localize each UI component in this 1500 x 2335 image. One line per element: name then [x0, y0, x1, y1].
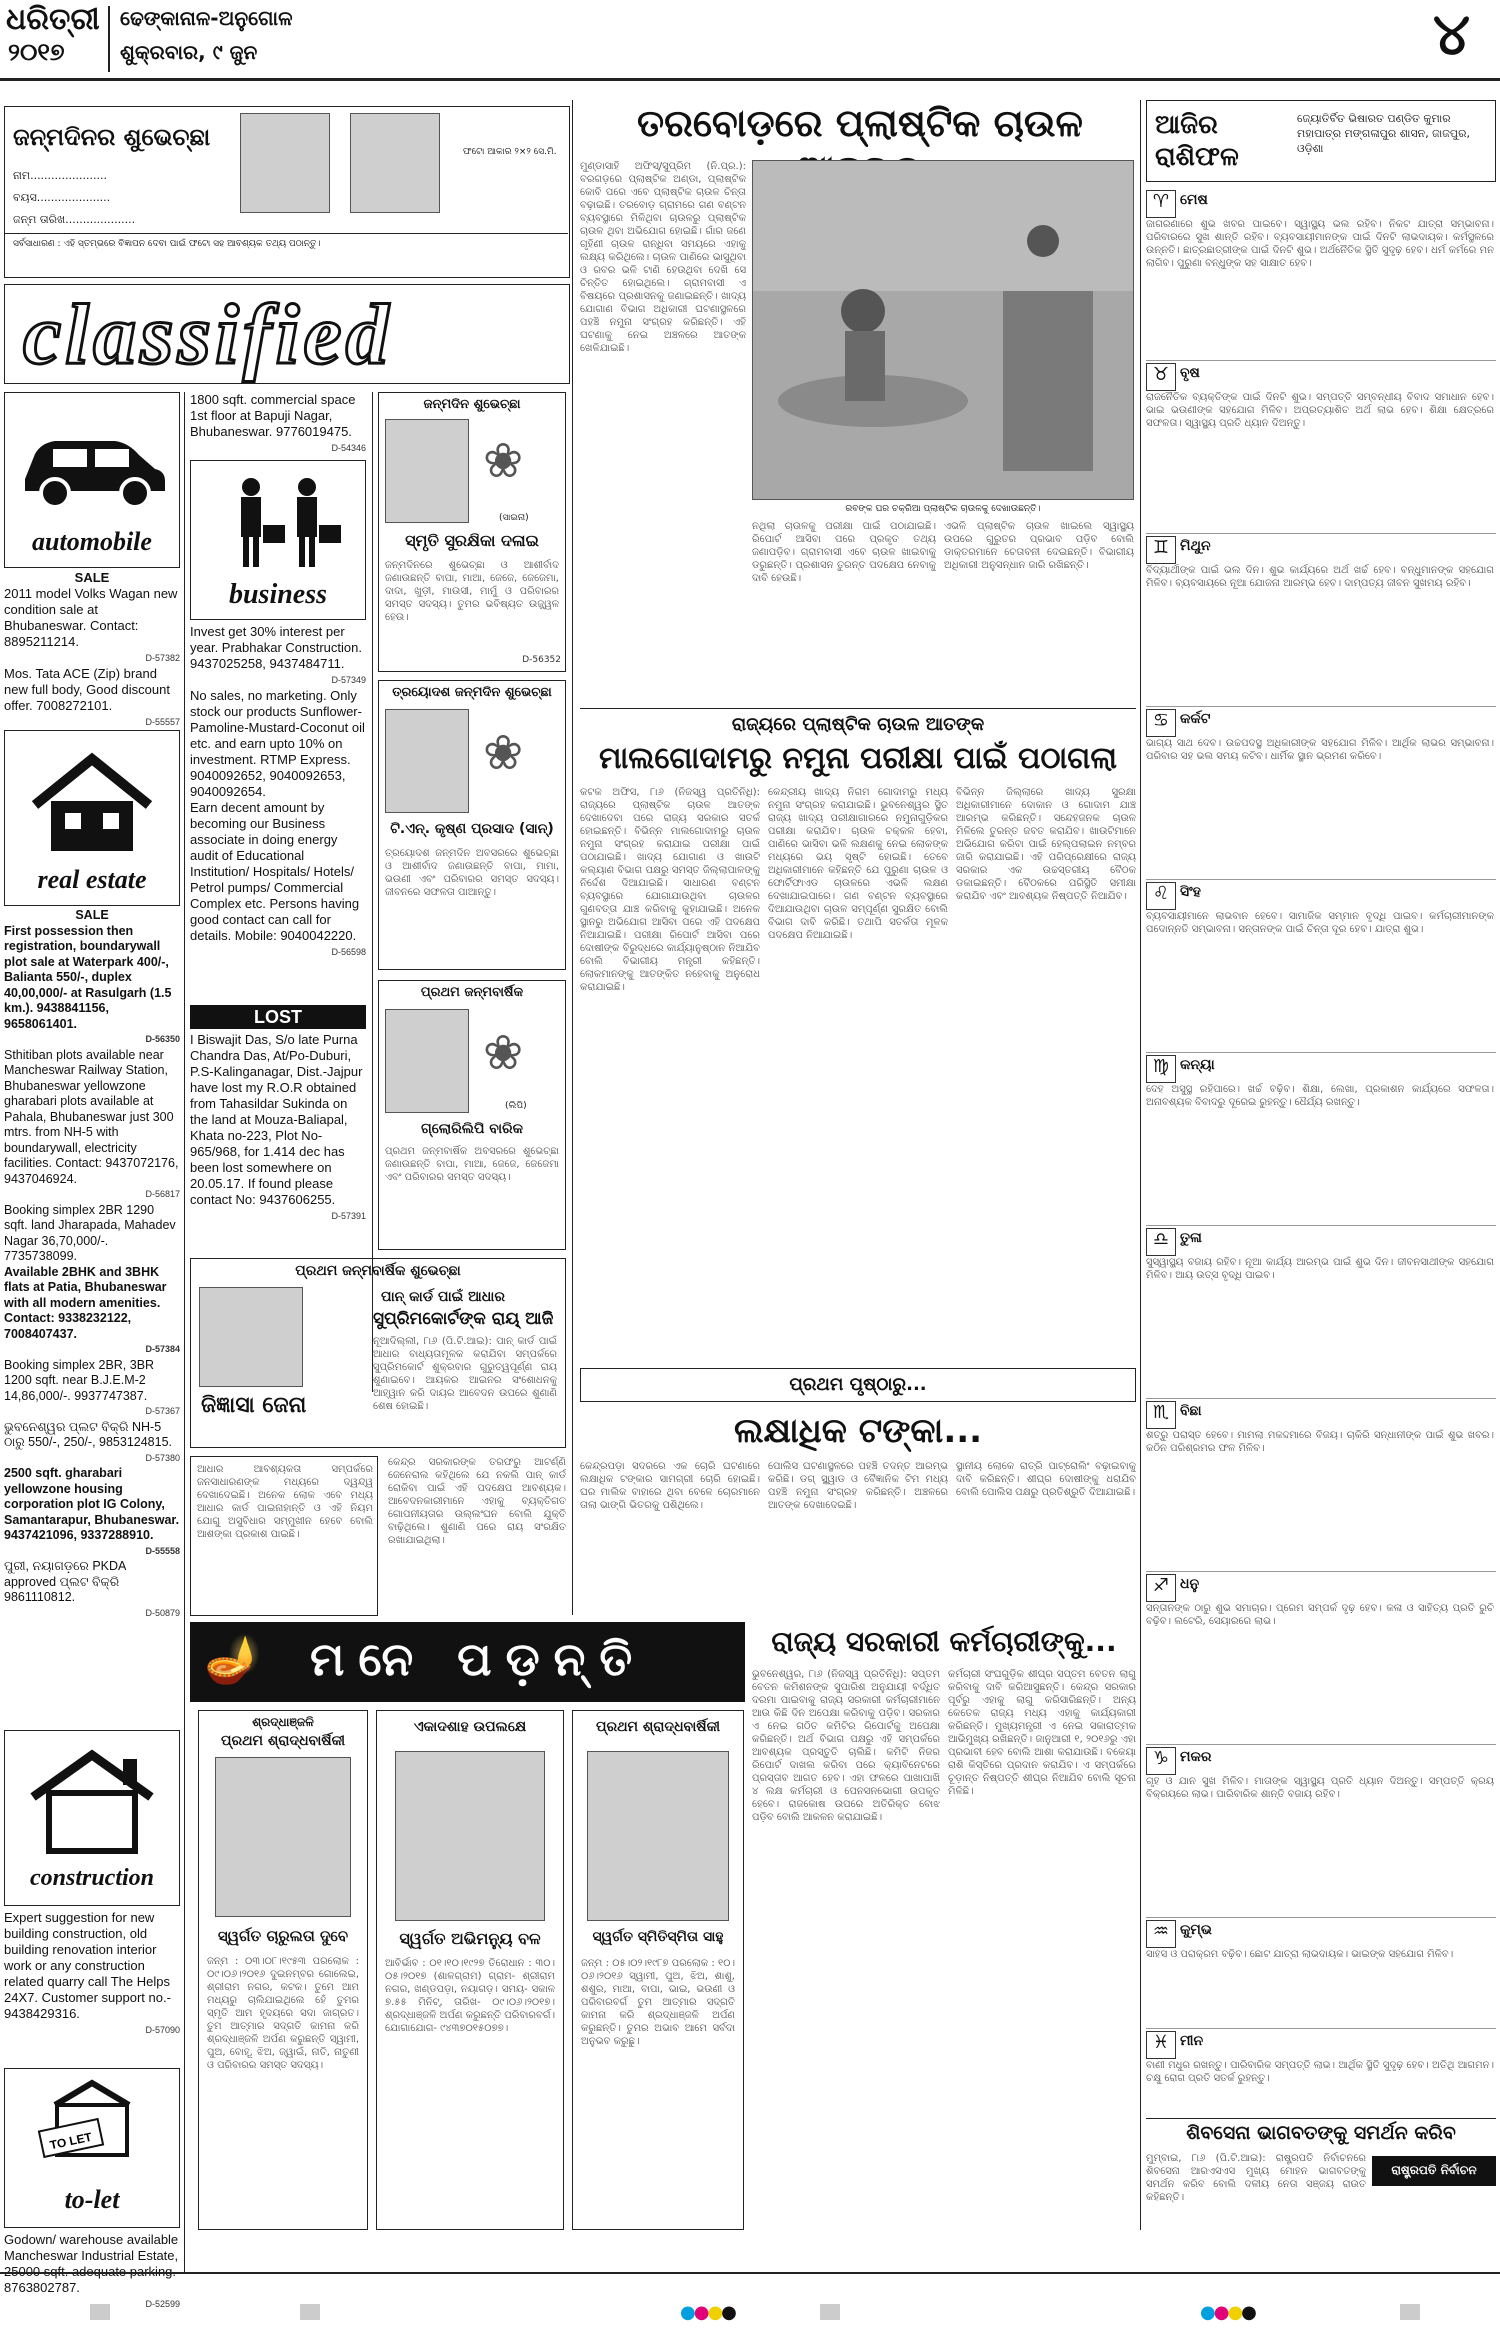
main-photo-caption: ରବଙ୍କ ଘର ଚକ୍ରିଆ ପ୍ଲାଷ୍ଟିକ ଚାଉଳକୁ ଦେଖାଉଛନ୍ତି। [845, 504, 1041, 514]
notice-box-bottom-left: ଆଧାର ଆବଶ୍ୟକତା ସମ୍ପର୍କରେ ଜନସାଧାରଣଙ୍କ ମଧ୍ୟରେ ଦ୍ୱନ୍ଦ୍ୱ ଦେଖାଦେଇଛି। ଅନେକ ଲୋକ ଏବେ ମଧ୍ୟ ଆଧାର କାର୍ଡ ପାଇନାହାନ୍ତି ଓ ଏହି ନିୟମ ଯୋଗୁ ଅସୁବିଧାର ସମ୍ମୁଖୀନ ହେବେ ବୋଲି ଆଶଙ୍କା ପ୍ରକାଶ ପାଇଛି। [190, 1456, 378, 1616]
classified-banner [4, 284, 570, 384]
obituary-card-1: ଶ୍ରଦ୍ଧାଞ୍ଜଳି ପ୍ରଥମ ଶ୍ରାଦ୍ଧବାର୍ଷିକୀ ସ୍ୱର୍ଗତ ଚାରୁଲତା ଦୁବେ ଜନ୍ମ : ୦୩।୦୮।୧୯୫୩ ପରଲୋକ : ୦୯।୦୬।୨୦୧୬ ଦୁଇନମ୍ବର ଗୋଲେଇ, ଶ୍ରୀରାମ ନଗର, କଟକ। ତୁମେ ଆମ ମଧ୍ୟରୁ ଚାଲିଯାଇଥିଲେ ହେଁ ତୁମର ସ୍ମୃତି ଆମ ହୃଦୟରେ ସଦା ଜାଗ୍ରତ। ତୁମ ଆତ୍ମାର ସଦ୍ଗତି କାମନା କରି ଶ୍ରଦ୍ଧାଞ୍ଜଳି ଅର୍ପଣ କରୁଛନ୍ତି ସ୍ୱାମୀ, ପୁଅ, ବୋହୂ, ଝିଅ, ଜ୍ୱାଇଁ, ନାତି, ନାତୁଣୀ ଓ ପରିବାରର ସମସ୍ତ ସଦସ୍ୟ। [198, 1710, 368, 2230]
obituary-1-sub: ପ୍ରଥମ ଶ୍ରାଦ୍ଧବାର୍ଷିକୀ [220, 1733, 346, 1749]
rashi-tula-label: ତୁଳା [1180, 1230, 1202, 1246]
automobile-ad-2: Mos. Tata ACE (Zip) brand new full body, Good discount offer. 7008272101. D-55557 [4, 666, 180, 727]
obituary-1-photo [215, 1757, 351, 1917]
real-estate-ad-4: Available 2BHK and 3BHK flats at Patia, Bhubaneswar with all modern amenities. Contact: 9338232122, 7008407437. D-57384 [4, 1264, 180, 1354]
greeting-2-name: ଟି.ଏନ୍. କୃଷ୍ଣ ପ୍ରସାଦ (ସାନ୍) [390, 821, 554, 837]
rashi-simha: ♌ ସିଂହ ବ୍ୟବସାୟୀମାନେ ଲାଭବାନ ହେବେ। ସାମାଜିକ ସମ୍ମାନ ବୃଦ୍ଧି ପାଇବ। କର୍ମଚାରୀମାନଙ୍କ ପଦୋନ୍ନତି ସମ୍ଭାବନା। ସନ୍ତାନଙ୍କ ପାଇଁ ଚିନ୍ତା ଦୂର ହେବ। ଯାତ୍ରା ଶୁଭ। [1146, 880, 1496, 1053]
child-photo-sample-2 [350, 113, 440, 213]
business-ad-1: Invest get 30% interest per year. Prabhakar Construction. 9437025258, 9437484711. D-57349 [190, 624, 366, 685]
greeting-card-4: ପ୍ରଥମ ଜନ୍ମବାର୍ଷିକ ଶୁଭେଚ୍ଛା ଜିଜ୍ଞାସା ଜେନା ପାନ୍ କାର୍ଡ ପାଇଁ ଆଧାର ସୁପ୍ରିମକୋର୍ଟଙ୍କ ରାୟ୍ ଆଜି ନୂଆଦିଲ୍ଲୀ, ୮ା୬ (ପି.ଟି.ଆଇ): ପାନ୍ କାର୍ଡ ପାଇଁ ଆଧାର ବାଧ୍ୟତାମୂଳକ କରାଯିବା ସମ୍ପର୍କରେ ସୁପ୍ରିମକୋର୍ଟ ଶୁକ୍ରବାର ଗୁରୁତ୍ୱପୂର୍ଣ୍ଣ ରାୟ ଶୁଣାଇବେ। ଆୟକର ଆଇନର ସଂଶୋଧନକୁ ଆହ୍ୱାନ କରି ଦାୟର ଆବେଦନ ଉପରେ ଶୁଣାଣି ଶେଷ ହୋଇଛି। [190, 1258, 566, 1448]
rashi-kumbha: ♒ କୁମ୍ଭ ସାହସ ଓ ପରାକ୍ରମ ବଢ଼ିବ। ଛୋଟ ଯାତ୍ରା ଲାଭଦାୟକ। ଭାଇଙ୍କ ସହଯୋଗ ମିଳିବ। [1146, 1918, 1496, 2029]
second-article-col-1: କଟକ ଅଫିସ, ୮ା୬ (ନିଜସ୍ୱ ପ୍ରତିନିଧି): ରାଜ୍ୟରେ ପ୍ଲାଷ୍ଟିକ ଚାଉଳ ଆତଙ୍କ ଦେଖାଦେବା ପରେ ରାଜ୍ୟ ସରକାର ସତର୍କ ହୋଇଛନ୍ତି। ବିଭିନ୍ନ ମାଲଗୋଦାମରୁ ଚାଉଳ ନମୁନା ସଂଗ୍ରହ କରାଯାଇ ପରୀକ୍ଷା ପାଇଁ ପଠାଯାଇଛି। ଖାଦ୍ୟ ଯୋଗାଣ ଓ ଖାଉଟି କଲ୍ୟାଣ ବିଭାଗ ପକ୍ଷରୁ ସମସ୍ତ ଜିଲ୍ଲାପାଳଙ୍କୁ ନିର୍ଦ୍ଦେଶ ଦିଆଯାଇଛି। ସାଧାରଣ ବଣ୍ଟନ ବ୍ୟବସ୍ଥାରେ ଯୋଗାଯାଉଥିବା ଚାଉଳର ଗୁଣବତ୍ତା ଯାଞ୍ଚ କରିବାକୁ କୁହାଯାଇଛି। ଅନେକ ସ୍ଥାନରୁ ଅଭିଯୋଗ ଆସିବା ପରେ ଏହି ପଦକ୍ଷେପ ନିଆଯାଇଛି। ପରୀକ୍ଷା ରିପୋର୍ଟ ଆସିବା ପରେ ଦୋଷୀଙ୍କ ବିରୁଦ୍ଧରେ କାର୍ଯ୍ୟାନୁଷ୍ଠାନ ନିଆଯିବ ବୋଲି ବିଭାଗୀୟ ମନ୍ତ୍ରୀ କହିଛନ୍ତି। ଲୋକମାନଙ୍କୁ ଆତଙ୍କିତ ନହେବାକୁ ଅନୁରୋଧ କରାଯାଇଛି। [580, 787, 760, 993]
obituary-2-header: ଏକାଦଶାହ ଉପଲକ୍ଷେ [413, 1719, 527, 1735]
third-article-col-1: କେନ୍ଦ୍ରପଡ଼ା ସଦରରେ ଏକ ଚୋରି ଘଟଣାରେ ଲକ୍ଷାଧିକ ଟଙ୍କାର ସାମଗ୍ରୀ ଚୋରି ହୋଇଛି। ଘର ମାଲିକ ବାହାରେ ଥିବା ବେଳେ ଚୋରମାନେ ତାଲା ଭାଙ୍ଗି ଭିତରକୁ ପଶିଥିଲେ। [580, 1461, 760, 1511]
rashi-brusha: ♉ ବୃଷ ରାଜନୈତିକ ବ୍ୟକ୍ତିଙ୍କ ପାଇଁ ଦିନଟି ଶୁଭ। ସମ୍ପତ୍ତି ସମ୍ବନ୍ଧୀୟ ବିବାଦ ସମାଧାନ ହେବ। ଭାଇ ଭଉଣୀଙ୍କ ସହଯୋଗ ମିଳିବ। ଅପ୍ରତ୍ୟାଶିତ ଅର୍ଥ ଲାଭ ହେବ। ଶିକ୍ଷା କ୍ଷେତ୍ରରେ ସଫଳତା। ସ୍ୱାସ୍ଥ୍ୟ ପ୍ରତି ଧ୍ୟାନ ଦିଅନ୍ତୁ। [1146, 361, 1496, 534]
rashi-kumbha-label: କୁମ୍ଭ [1180, 1922, 1212, 1938]
flower-icon: ❀ [483, 1025, 524, 1081]
president-election-tag [1372, 2156, 1496, 2186]
flower-icon: ❀ [483, 433, 524, 489]
fourth-article-col-1: ଭୁବନେଶ୍ୱର, ୮ା୬ (ନିଜସ୍ୱ ପ୍ରତିନିଧି): ସପ୍ତମ ବେତନ କମିଶନଙ୍କ ସୁପାରିଶ ଅନୁଯାୟୀ ବର୍ଦ୍ଧିତ ଦରମା ପାଇବାକୁ ରାଜ୍ୟ ସରକାରୀ କର୍ମଚାରୀମାନେ ଆଉ କିଛି ଦିନ ଅପେକ୍ଷା କରିବାକୁ ପଡ଼ିବ। ସରକାର ଏ ନେଇ ଗଠିତ କମିଟିର ରିପୋର୍ଟକୁ ଅପେକ୍ଷା କରିଛନ୍ତି। ଅର୍ଥ ବିଭାଗ ପକ୍ଷରୁ ଏହି ସମ୍ପର୍କରେ ଆବଶ୍ୟକ ପ୍ରସ୍ତୁତି ଚାଲିଛି। କମିଟି ନିଜର ରିପୋର୍ଟ ଦାଖଲ କରିବା ପରେ କ୍ୟାବିନେଟରେ ପ୍ରସ୍ତାବ ଆଗତ ହେବ। ଏହା ଫଳରେ ପାଖାପାଖି ୪ ଲକ୍ଷ କର୍ମଚାରୀ ଓ ପେନସନଭୋଗୀ ଉପକୃତ ହେବେ। ରାଜକୋଷ ଉପରେ ଅତିରିକ୍ତ ବୋଝ ପଡ଼ିବ ବୋଲି ଆକଳନ କରାଯାଇଛି। [752, 1669, 940, 1823]
pan-notice-title: ପାନ୍ କାର୍ଡ ପାଇଁ ଆଧାର [381, 1289, 505, 1305]
to-let-sign-text: TO LET [48, 2129, 94, 2153]
rashi-dhanu-label: ଧନୁ [1180, 1576, 1200, 1592]
main-headline: ତରବୋଡ଼ରେ ପ୍ଲାଷ୍ଟିକ ଚାଉଳ [637, 101, 1083, 145]
obituary-3-name: ସ୍ୱର୍ଗତ ସ୍ମିତିସ୍ମିତା ସାହୁ [592, 1929, 724, 1945]
second-article-col-2: କେନ୍ଦ୍ରୀୟ ଖାଦ୍ୟ ନିଗମ ଗୋଦାମରୁ ମଧ୍ୟ ନମୁନା ସଂଗ୍ରହ କରାଯାଇଛି। ଭୁବନେଶ୍ୱର ସ୍ଥିତ ରାଜ୍ୟ ଖାଦ୍ୟ ପରୀକ୍ଷାଗାରରେ ନମୁନାଗୁଡ଼ିକର ପରୀକ୍ଷା କରାଯିବ। ଚାଉଳ ଚକ୍କଳ ହେବା, ପାଣିରେ ଭାସିବା ଭଳି ଲକ୍ଷଣକୁ ନେଇ ଲୋକଙ୍କ ମଧ୍ୟରେ ଭୟ ସୃଷ୍ଟି ହୋଇଛି। ତେବେ ଅଧିକାରୀମାନେ କହିଛନ୍ତି ଯେ ପୁରୁଣା ଚାଉଳ ଓ ଫୋର୍ଟିଫାଏଡ ଚାଉଳରେ ଏଭଳି ଲକ୍ଷଣ ଦେଖାଯାଇପାରେ। ଗଣ ବଣ୍ଟନ ବ୍ୟବସ୍ଥାରେ ଦିଆଯାଉଥିବା ଚାଉଳ ସମ୍ପୂର୍ଣ୍ଣ ସୁରକ୍ଷିତ ବୋଲି ବିଭାଗ ଦାବି କରିଛି। ତଥାପି ସତର୍କତା ମୂଳକ ପଦକ୍ଷେପ ନିଆଯାଇଛି। [768, 787, 948, 941]
ram-icon: ♈ [1146, 190, 1176, 218]
real-estate-ad-6: ଭୁବନେଶ୍ୱର ପ୍ଲଟ ବିକ୍ରି NH-5 ଠାରୁ 550/-, 250/-, 9853124815. D-57380 [4, 1419, 180, 1463]
greeting-1-nickname: (ସାଇନା) [499, 513, 529, 523]
construction-icon [5, 1735, 179, 1865]
construction-label: construction [29, 1865, 155, 1891]
real-estate-section [4, 730, 180, 906]
business-ad-2: No sales, no marketing. Only stock our products Sunflower-Pamoline-Mustard-Coconut oil etc. and earn upto 10% on investment. RTMP Express. 9040092652, 9040092653, 9040092654. [190, 688, 365, 799]
obituary-1-name: ସ୍ୱର୍ଗତ ଚାରୁଲତା ଦୁବେ [217, 1927, 349, 1945]
real-estate-label: real estate [37, 865, 147, 894]
main-article-col-2: ନଥିଲା ଚାଉଳକୁ ପରୀକ୍ଷା ପାଇଁ ପଠାଯାଇଛି। ରିପୋର୍ଟ ଆସିବା ପରେ ପ୍ରକୃତ ତଥ୍ୟ ଜଣାପଡ଼ିବ। ଗ୍ରାମବାସୀ ଏବେ ଚାଉଳ ଖାଇବାକୁ ଡରୁଛନ୍ତି। ପ୍ରଶାସନ ତୁରନ୍ତ ପଦକ୍ଷେପ ନେବାକୁ ଦାବି ହେଉଛି। [752, 521, 936, 584]
greeting-4-title: ପ୍ରଥମ ଜନ୍ମବାର୍ଷିକ ଶୁଭେଚ୍ଛା [295, 1263, 461, 1279]
obituary-card-3: ପ୍ରଥମ ଶ୍ରାଦ୍ଧବାର୍ଷିକୀ ସ୍ୱର୍ଗତ ସ୍ମିତିସ୍ମିତା ସାହୁ ଜନ୍ମ : ୦୫।୦୨।୧୯୮୭ ପରଲୋକ : ୧୦।୦୬।୨୦୧୬ ସ୍ୱାମୀ, ପୁଅ, ଝିଅ, ଶାଶୁ, ଶଶୁର, ମାଆ, ବାପା, ଭାଇ, ଭଉଣୀ ଓ ପରିବାରବର୍ଗ ତୁମ ଆତ୍ମାର ସଦ୍ଗତି କାମନା କରି ଶ୍ରଦ୍ଧାଞ୍ଜଳି ଅର୍ପଣ କରୁଛନ୍ତି। ତୁମର ଅଭାବ ଆମେ ସର୍ବଦା ଅନୁଭବ କରୁଛୁ। [572, 1710, 744, 2230]
cmyk-dots-1: ●●●● [680, 2302, 735, 2323]
masthead-logo: ଧରିତ୍ରୀ [6, 3, 100, 36]
lost-heading: LOST [190, 1005, 366, 1029]
rashi-bichha: ♏ ବିଛା ଶତ୍ରୁ ପରାସ୍ତ ହେବେ। ମାମଲା ମକଦ୍ଦମାରେ ବିଜୟ। ଚାକିରି ସନ୍ଧାନୀଙ୍କ ପାଇଁ ଶୁଭ ଖବର। କଠିନ ପରିଶ୍ରମର ଫଳ ମିଳିବ। [1146, 1399, 1496, 1572]
birthday-field-age: ବୟସ..................... [13, 191, 111, 204]
obituary-1-header: ଶ୍ରଦ୍ଧାଞ୍ଜଳି [252, 1715, 314, 1729]
rashi-mesha: ♈ ମେଷ ଜାଗରଣାରେ ଶୁଭ ଖବର ପାଇବେ। ସ୍ୱାସ୍ଥ୍ୟ ଭଲ ରହିବ। ନିକଟ ଯାତ୍ରା ସମ୍ଭାବନା। ପରିବାରରେ ସୁଖ ଶାନ୍ତି ରହିବ। ବ୍ୟବସାୟୀମାନଙ୍କ ପାଇଁ ଦିନଟି ଲାଭଦାୟକ। କର୍ମସ୍ଥଳରେ ଉନ୍ନତି। ଛାତ୍ରଛାତ୍ରୀଙ୍କ ପାଇଁ ଦିନଟି ଶୁଭ। ଅର୍ଥନୈତିକ ସ୍ଥିତି ସୁଦୃଢ଼ ହେବ। ଧର୍ମ କର୍ମରେ ମନ ଲାଗିବ। ପୁରୁଣା ବନ୍ଧୁଙ୍କ ସହ ସାକ୍ଷାତ ହେବ। [1146, 188, 1496, 361]
water-bearer-icon: ♒ [1146, 1920, 1176, 1948]
rashiphala-list [1146, 188, 1496, 2179]
real-estate-ads [4, 908, 180, 1621]
business-people-icon [191, 469, 365, 579]
main-article-col-3: ଏଭଳି ପ୍ଲାଷ୍ଟିକ ଚାଉଳ ଖାଇଲେ ସ୍ୱାସ୍ଥ୍ୟ ଉପରେ ଗୁରୁତର ପ୍ରଭାବ ପଡ଼ିବ ବୋଲି ଡାକ୍ତରମାନେ ଚେତାବନୀ ଦେଇଛନ୍ତି। ବିଭାଗୀୟ ଅଧିକାରୀ ଅନୁସନ୍ଧାନ ଜାରି ରଖିଛନ୍ତି। [944, 521, 1134, 571]
greeting-1-name: ସ୍ମୃତି ସୁରକ୍ଷିକା ଦଳାଇ [405, 531, 539, 550]
automobile-heading: SALE [74, 570, 110, 585]
president-election-tag-text: ରାଷ୍ଟ୍ରପତି ନିର୍ବାଚନ [1391, 2163, 1477, 2177]
greeting-3-nickname: (ଲିପି) [505, 1101, 527, 1111]
real-estate-ad-2: Sthitiban plots available near Mancheswar Railway Station, Bhubaneswar yellowzone gharabari plots available at Pahala, Bhubaneswar just 300 mtrs. from NH-5 with boundarywall, electricity facilities. Contact: 9437072176, 9437046924. D-56817 [4, 1047, 180, 1199]
rashi-dhanu: ♐ ଧନୁ ସନ୍ତାନଙ୍କ ଠାରୁ ଶୁଭ ସମାଚାର। ପ୍ରେମ ସମ୍ପର୍କ ଦୃଢ଼ ହେବ। କଳା ଓ ସାହିତ୍ୟ ପ୍ରତି ରୁଚି ବଢ଼ିବ। ଲଟେରି, ସେୟାରରେ ଲାଭ। [1146, 1572, 1496, 1745]
rashi-mesha-label: ମେଷ [1180, 192, 1208, 208]
archer-icon: ♐ [1146, 1574, 1176, 1602]
greeting-1-code: D-56352 [522, 655, 561, 665]
rashi-mithuna-label: ମିଥୁନ [1180, 538, 1211, 554]
registration-marks [0, 2300, 1500, 2330]
to-let-label: to-let [64, 2185, 120, 2214]
masthead-edition: ଢେଙ୍କାନାଳ-ଅନୁଗୋଳ [120, 6, 293, 30]
third-article-col-2: ପୋଲିସ ଘଟଣାସ୍ଥଳରେ ପହଞ୍ଚି ତଦନ୍ତ ଆରମ୍ଭ କରିଛି। ଡଗ୍ ସ୍କ୍ୱାଡ ଓ ବୈଜ୍ଞାନିକ ଟିମ ମଧ୍ୟ ପହଞ୍ଚି ନମୁନା ସଂଗ୍ରହ କରିଛନ୍ତି। ଅଞ୍ଚଳରେ ଆତଙ୍କ ଦେଖାଦେଇଛି। [768, 1461, 948, 1511]
business-section [190, 460, 366, 620]
business-label: business [228, 579, 328, 610]
rashi-kanya-label: କନ୍ୟା [1180, 1057, 1215, 1073]
automobile-ads [4, 570, 180, 730]
third-article-col-3: ସ୍ଥାନୀୟ ଲୋକେ ରାତ୍ରି ପାଟ୍ରୋଲିଂ ବଢ଼ାଇବାକୁ ଦାବି କରିଛନ୍ତି। ଶୀଘ୍ର ଦୋଷୀଙ୍କୁ ଧରାଯିବ ବୋଲି ପୋଲିସ ପକ୍ଷରୁ ପ୍ରତିଶ୍ରୁତି ଦିଆଯାଇଛି। [956, 1461, 1136, 1498]
real-estate-ad-3: Booking simplex 2BR 1290 sqft. land Jharapada, Mahadev Nagar 36,70,000/-. 7735738099. [4, 1202, 176, 1263]
greeting-1-title: ଜନ୍ମଦିନ ଶୁଭେଚ୍ଛା [423, 397, 521, 412]
rashi-karkata: ♋ କର୍କଟ ଭାଗ୍ୟ ସାଥ ଦେବ। ଉଚ୍ଚପଦସ୍ଥ ଅଧିକାରୀଙ୍କ ସହଯୋଗ ମିଳିବ। ଆର୍ଥିକ ଲାଭର ସମ୍ଭାବନା। ପରିବାର ସହ ଭଲ ସମୟ କଟିବ। ଧାର୍ମିକ ସ୍ଥାନ ଭ୍ରମଣ କରିବେ। [1146, 707, 1496, 880]
rashi-meena-label: ମୀନ [1180, 2033, 1204, 2049]
rashiphala-header [1146, 100, 1496, 182]
continued-label-box [580, 1368, 1136, 1402]
rashi-tula: ♎ ତୁଳା ସୁସ୍ୱାସ୍ଥ୍ୟ ବଜାୟ ରହିବ। ନୂଆ କାର୍ଯ୍ୟ ଆରମ୍ଭ ପାଇଁ ଶୁଭ ଦିନ। ଜୀବନସାଥୀଙ୍କ ସହଯୋଗ ମିଳିବ। ଆୟ ଉତ୍ସ ବୃଦ୍ଧି ପାଇବ। [1146, 1226, 1496, 1399]
automobile-section [4, 392, 180, 568]
birthday-note-line: ସର୍ବସାଧାରଣ : ଏହି ସ୍ତମ୍ଭରେ ବିଜ୍ଞାପନ ଦେବା ପାଇଁ ଫଟୋ ସହ ଆବଶ୍ୟକ ତଥ୍ୟ ପଠାନ୍ତୁ। [13, 239, 321, 249]
rashi-brusha-label: ବୃଷ [1180, 365, 1200, 381]
obituary-3-photo [587, 1751, 729, 1921]
shivsena-article: ମୁମ୍ବାଇ, ୮ା୬ (ପି.ଟି.ଆଇ): ରାଷ୍ଟ୍ରପତି ନିର୍ବାଚନରେ ଶିବସେନା ଆରଏସଏସ ମୁଖ୍ୟ ମୋହନ ଭାଗବତଙ୍କୁ ସମର୍ଥନ କରିବ ବୋଲି ଦଳୀୟ ନେତା ସଞ୍ଜୟ ରାଉତ କହିଛନ୍ତି। [1146, 2153, 1366, 2203]
second-kicker: ରାଜ୍ୟରେ ପ୍ଲାଷ୍ଟିକ ଚାଉଳ ଆତଙ୍କ [731, 714, 985, 735]
business-ad-3: Earn decent amount by becoming our Business associate in doing energy audit of Educational Institution/ Hospitals/ Hotels/ Petrol pumps/ Commercial Complex etc. Persons having good contact can call for details. Mobile: 9040042220. D-56598 [190, 800, 366, 957]
construction-ads [4, 1910, 180, 2038]
main-article-photo [752, 160, 1134, 500]
crab-icon: ♋ [1146, 709, 1176, 737]
construction-section [4, 1730, 180, 1906]
greeting-1-photo [385, 419, 469, 523]
cmyk-dots-2: ●●●● [1200, 2302, 1255, 2323]
greeting-3-name: ଗ୍ଲୋରିଲିପି ବାରିକ [420, 1121, 524, 1137]
greeting-4-photo [199, 1287, 303, 1387]
goat-icon: ♑ [1146, 1747, 1176, 1775]
rashiphala-title: ଆଜିର ରାଶିଫଳ [1155, 110, 1239, 172]
greeting-2-photo [385, 709, 469, 813]
to-let-ad-1: Godown/ warehouse available Mancheswar Industrial Estate, 8763802787. D-52599 [4, 2232, 180, 2309]
fourth-article-col-2: କର୍ମଚାରୀ ସଂଘଗୁଡ଼ିକ ଶୀଘ୍ର ସପ୍ତମ ବେତନ ଲାଗୁ କରିବାକୁ ଦାବି କରିଆସୁଛନ୍ତି। କେନ୍ଦ୍ର ସରକାର ପୂର୍ବରୁ ଏହାକୁ ଲାଗୁ କରିସାରିଛନ୍ତି। ଅନ୍ୟ କେତେକ ରାଜ୍ୟ ମଧ୍ୟ ଏହାକୁ କାର୍ଯ୍ୟକାରୀ କରିଛନ୍ତି। ମୁଖ୍ୟମନ୍ତ୍ରୀ ଏ ନେଇ ସକାରାତ୍ମକ ଆଭିମୁଖ୍ୟ ରଖିଛନ୍ତି। ଜାନୁଆରୀ ୧, ୨୦୧୬ରୁ ଏହା ପ୍ରଭାବୀ ହେବ ବୋଲି ଆଶା କରାଯାଉଛି। ବକେୟା ରାଶି କିସ୍ତିରେ ପ୍ରଦାନ କରାଯିବ। ଏ ସମ୍ପର୍କରେ ଚୂଡ଼ାନ୍ତ ନିଷ୍ପତ୍ତି ଶୀଘ୍ର ନିଆଯିବ ବୋଲି ସୂଚନା ମିଳିଛି। [948, 1669, 1136, 1797]
rashi-meena: ♓ ମୀନ ବାଣୀ ମଧୁର ରଖନ୍ତୁ। ପାରିବାରିକ ସମ୍ପତ୍ତି ଲାଭ। ଆର୍ଥିକ ସ୍ଥିତି ସୁଦୃଢ଼ ହେବ। ଅତିଥି ଆଗମନ। ଚକ୍ଷୁ ରୋଗ ପ୍ରତି ସତର୍କ ରୁହନ୍ତୁ। [1146, 2032, 1494, 2084]
bull-icon: ♉ [1146, 363, 1176, 391]
car-icon [5, 399, 179, 529]
greeting-3-photo [385, 1009, 469, 1113]
real-estate-ad-8: ପୁରୀ, ନୟାଗଡ଼ରେ PKDA approved ପ୍ଲଟ ବିକ୍ରି 9861110812. D-50879 [4, 1559, 180, 1618]
automobile-ad-1: 2011 model Volks Wagan new condition sale at Bhubaneswar. Contact: 8895211214. D-57382 [4, 586, 180, 663]
greeting-4-name: ଜିଜ୍ଞାସା ଜେନା [201, 1393, 307, 1418]
rashi-kanya: ♍ କନ୍ୟା ଦେହ ଅସୁସ୍ଥ ରହିପାରେ। ଖର୍ଚ୍ଚ ବଢ଼ିବ। ଶିକ୍ଷା, ଲେଖା, ପ୍ରକାଶନ କାର୍ଯ୍ୟରେ ସଫଳତା। ଅନାବଶ୍ୟକ ବିବାଦରୁ ଦୂରେଇ ରୁହନ୍ତୁ। ଧୈର୍ଯ୍ୟ ରଖନ୍ତୁ। [1146, 1053, 1496, 1226]
lamp-icon: 🪔 [204, 1632, 262, 1686]
real-estate-ad-5: Booking simplex 2BR, 3BR 1200 sqft. near B.J.E.M-2 14,86,000/-. 9937747387. D-57367 [4, 1357, 180, 1416]
shivsena-headline: ଶିବସେନା ଭାଗବତଙ୍କୁ ସମର୍ଥନ କରିବ [1186, 2122, 1456, 2144]
real-estate-ad-7: 2500 sqft. gharabari yellowzone housing corporation plot IG Colony, Samantarapur, Bhubaneswar. 9437421096, 9337288910. D-55558 [4, 1466, 180, 1556]
main-article-col-1: ମୁଣ୍ଡାସାହି ଅଫିସ୍/ସୁପ୍ରିମ (ନି.ପ୍ର.): ବରଗଡ଼ରେ ପ୍ଲାଷ୍ଟିକ ଅଣ୍ଡା, ପ୍ଲାଷ୍ଟିକ କୋବି ପରେ ଏବେ ପ୍ଲାଷ୍ଟିକ ଚାଉଳ ଚିନ୍ତା ବଢ଼ାଇଛି। ତରବୋଡ଼ ଗ୍ରାମରେ ଗଣ ବଣ୍ଟନ ବ୍ୟବସ୍ଥାରେ ମିଳିଥିବା ଚାଉଳରୁ ପ୍ଲାଷ୍ଟିକ ଚାଉଳ ଥିବା ଅଭିଯୋଗ ହୋଇଛି। ଗାଁର ଜଣେ ଗୃହିଣୀ ଚାଉଳ ରାନ୍ଧିବା ସମୟରେ ଏହାକୁ ଲକ୍ଷ୍ୟ କରିଥିଲେ। ଚାଉଳ ପାଣିରେ ଭାସୁଥିବା ଓ ରବର ଭଳି ଟାଣି ହେଉଥିବା ଦେଖି ସେ ଚିନ୍ତିତ ହୋଇଥିଲେ। ଗ୍ରାମବାସୀ ଏ ବିଷୟରେ ପ୍ରଶାସନକୁ ଜଣାଇଛନ୍ତି। ଖାଦ୍ୟ ଯୋଗାଣ ବିଭାଗ ଅଧିକାରୀ ଘଟଣାସ୍ଥଳରେ ପହଞ୍ଚି ନମୁନା ସଂଗ୍ରହ କରିଛନ୍ତି। ଏହି ଘଟଣାକୁ ନେଇ ଅଞ୍ଚଳରେ ଆତଙ୍କ ଖେଳିଯାଇଛି। [580, 161, 746, 354]
business-ads [190, 624, 366, 960]
page-number: ୪ [1432, 2, 1470, 67]
scorpion-icon: ♏ [1146, 1401, 1176, 1429]
greeting-card-2: ତ୍ରୟୋଦଶ ଜନ୍ମଦିନ ଶୁଭେଚ୍ଛା ❀ ଟି.ଏନ୍. କୃଷ୍ଣ ପ୍ରସାଦ (ସାନ୍) ତ୍ରୟୋଦଶ ଜନ୍ମଦିନ ଅବସରରେ ଶୁଭେଚ୍ଛା ଓ ଆଶୀର୍ବାଦ ଜଣାଉଛନ୍ତି ବାପା, ମାମା, ଭଉଣୀ ଏବଂ ପରିବାରର ସମସ୍ତ ସଦସ୍ୟ। ଜୀବନରେ ସଫଳତା ପାଆନ୍ତୁ। [378, 680, 566, 970]
second-headline: ମାଲଗୋଦାମରୁ ନମୁନା ପରୀକ୍ଷା ପାଇଁ ପଠାଗଲା [599, 741, 1117, 776]
automobile-label: automobile [32, 527, 152, 556]
birthday-photo-size-note: ଫଟୋ ଆକାର ୨×୨ ସେ.ମି. [463, 147, 557, 157]
birthday-form-panel [4, 106, 570, 278]
greeting-card-3: ପ୍ରଥମ ଜନ୍ମବାର୍ଷିକ ❀ (ଲିପି) ଗ୍ଲୋରିଲିପି ବାରିକ ପ୍ରଥମ ଜନ୍ମବାର୍ଷିକ ଅବସରରେ ଶୁଭେଚ୍ଛା ଜଣାଉଛନ୍ତି ବାପା, ମାଆ, ଜେଜେ, ଜେଜେମା ଏବଂ ପରିବାରର ସମସ୍ତ ସଦସ୍ୟ। [378, 980, 566, 1250]
obituary-card-2: ଏକାଦଶାହ ଉପଲକ୍ଷେ ସ୍ୱର୍ଗତ ଅଭିମନ୍ୟୁ ବଳ ଆବିର୍ଭାବ : ୦୧।୧୦।୧୯୨୭ ତିରୋଧାନ : ୩୦।୦୫।୨୦୧୭ (ଶାଳଗ୍ରାମ) ଗ୍ରାମ- ଶ୍ରୀରାମ ନଗର, ଖଣ୍ଡପଡ଼ା, ନୟାଗଡ଼। ସମୟ- ସକାଳ ୭.୫୫ ମିନିଟ୍, ତାରିଖ- ୦୯।୦୬।୨୦୧୭। ଶ୍ରଦ୍ଧାଞ୍ଜଳି ଅର୍ପଣ କରୁଛନ୍ତି ପରିବାରବର୍ଗ। ଯୋଗାଯୋଗ- ୯୪୩୭୦୧୫୦୭୭। [376, 1710, 564, 2230]
lion-icon: ♌ [1146, 882, 1176, 910]
greeting-card-1: ଜନ୍ମଦିନ ଶୁଭେଚ୍ଛା ❀ (ସାଇନା) ସ୍ମୃତି ସୁରକ୍ଷିକା ଦଳାଇ ଜନ୍ମଦିନରେ ଶୁଭେଚ୍ଛା ଓ ଆଶୀର୍ବାଦ ଜଣାଉଛନ୍ତି ବାପା, ମାଆ, ଜେଜେ, ଜେଜେମା, ଦାଦା, ଖୁଡ଼ୀ, ମାଉସୀ, ମାମୁଁ ଓ ପରିବାରର ସମସ୍ତ ସଦସ୍ୟ। ତୁମର ଭବିଷ୍ୟତ ଉଜ୍ଜ୍ୱଳ ହେଉ। D-56352 [378, 392, 566, 672]
obituary-3-header: ପ୍ରଥମ ଶ୍ରାଦ୍ଧବାର୍ଷିକୀ [595, 1719, 721, 1735]
greeting-2-title: ତ୍ରୟୋଦଶ ଜନ୍ମଦିନ ଶୁଭେଚ୍ଛା [392, 685, 552, 700]
third-headline: ଲକ୍ଷାଧିକ ଟଙ୍କା... [733, 1411, 983, 1451]
real-estate-ad-1: First possession then registration, boundarywall plot sale at Waterpark 400/-, Balianta 550/-, duplex 40,00,000/- at Rasulgarh (1.5 km.). 9438841156, 9658061401. D-56350 [4, 923, 180, 1044]
commercial-space-ad: 1800 sqft. commercial space 1st floor at Bapuji Nagar, Bhubaneswar. 9776019475. D-54346 [190, 392, 366, 453]
greeting-3-title: ପ୍ରଥମ ଜନ୍ମବାର୍ଷିକ [420, 985, 524, 1000]
house-icon [5, 735, 179, 865]
rashi-simha-label: ସିଂହ [1180, 884, 1201, 900]
to-let-section [4, 2068, 180, 2228]
rashi-bichha-label: ବିଛା [1180, 1403, 1202, 1419]
birthday-form-title: ଜନ୍ମଦିନର ଶୁଭେଚ୍ଛା [13, 123, 211, 151]
twins-icon: ♊ [1146, 536, 1176, 564]
flower-icon: ❀ [483, 725, 524, 781]
to-let-sign-icon [5, 2075, 179, 2185]
rashi-karkata-label: କର୍କଟ [1180, 711, 1211, 727]
obituary-2-photo [395, 1751, 545, 1921]
masthead-year: ୨୦୧୭ [8, 40, 65, 66]
rashi-mithuna: ♊ ମିଥୁନ ବିଦ୍ୟାର୍ଥୀଙ୍କ ପାଇଁ ଭଲ ଦିନ। ଶୁଭ କାର୍ଯ୍ୟରେ ଅର୍ଥ ଖର୍ଚ୍ଚ ହେବ। ବନ୍ଧୁମାନଙ୍କ ସହଯୋଗ ମିଳିବ। ବ୍ୟବସାୟରେ ନୂଆ ଯୋଜନା ଆରମ୍ଭ ହେବ। ଦାମ୍ପତ୍ୟ ଜୀବନ ସୁଖମୟ ରହିବ। [1146, 534, 1496, 707]
pan-notice-subtitle: ସୁପ୍ରିମକୋର୍ଟଙ୍କ ରାୟ୍ ଆଜି [373, 1309, 554, 1329]
rashi-makara-label: ମକର [1180, 1749, 1212, 1765]
mane-padanti-banner [190, 1622, 745, 1702]
scales-icon: ♎ [1146, 1228, 1176, 1256]
rashiphala-astrologer: ଜ୍ୟୋତିର୍ବିତ ଭିଷାରତ ପଣ୍ଡିତ କୁମାର ମହାପାତ୍ର ମଙ୍ଗଳାପୁର ଶାସନ, ଜାଜପୁର, ଓଡ଼ିଶା [1297, 112, 1470, 155]
construction-ad-1: Expert suggestion for new building construction, old building renovation interior work or any construction related quarry call The Helps 24X7. Customer support no.- 9438429316. D-57090 [4, 1910, 180, 2035]
masthead [0, 0, 1500, 80]
second-article-col-3: ବିଭିନ୍ନ ଜିଲ୍ଲାରେ ଖାଦ୍ୟ ସୁରକ୍ଷା ଅଧିକାରୀମାନେ ଦୋକାନ ଓ ଗୋଦାମ ଯାଞ୍ଚ ଆରମ୍ଭ କରିଛନ୍ତି। ସନ୍ଦେହଜନକ ଚାଉଳ ମିଳିଲେ ତୁରନ୍ତ ଜବତ କରାଯିବ। ଖାଉଟିମାନେ ଅଭିଯୋଗ କରିବା ପାଇଁ ହେଲ୍ପଲାଇନ ନମ୍ବର ଜାରି କରାଯାଇଛି। ଏହି ପରିପ୍ରେକ୍ଷୀରେ ରାଜ୍ୟ ସରକାର ଏକ ଉଚ୍ଚସ୍ତରୀୟ ବୈଠକ ଡକାଇଛନ୍ତି। ବୈଠକରେ ପରିସ୍ଥିତି ସମୀକ୍ଷା କରାଯିବ ଏବଂ ଆବଶ୍ୟକ ନିଷ୍ପତ୍ତି ନିଆଯିବ। [956, 787, 1136, 902]
child-photo-sample-1 [240, 113, 330, 213]
maiden-icon: ♍ [1146, 1055, 1176, 1083]
rashi-makara: ♑ ମକର ଗୃହ ଓ ଯାନ ସୁଖ ମିଳିବ। ମାତାଙ୍କ ସ୍ୱାସ୍ଥ୍ୟ ପ୍ରତି ଧ୍ୟାନ ଦିଅନ୍ତୁ। ସମ୍ପତ୍ତି କ୍ରୟ ବିକ୍ରୟରେ ଲାଭ। ପାରିବାରିକ ଶାନ୍ତି ବଜାୟ ରହିବ। [1146, 1745, 1496, 1918]
fourth-headline: ରାଜ୍ୟ ସରକାରୀ କର୍ମଚାରୀଙ୍କୁ... [771, 1625, 1117, 1658]
classified-banner-title: classified [23, 286, 393, 382]
birthday-field-dob: ଜନ୍ମ ତାରିଖ.................... [13, 213, 136, 226]
real-estate-heading: SALE [75, 908, 109, 922]
woman-sifting-rice-illustration [753, 161, 1133, 499]
birthday-field-name: ନାମ...................... [13, 169, 107, 182]
fish-icon: ♓ [1146, 2031, 1176, 2059]
continued-label: ପ୍ରଥମ ପୃଷ୍ଠାରୁ... [789, 1374, 927, 1395]
mane-padanti-title: ମନେ ପଡ଼ନ୍ତି [310, 1632, 647, 1686]
lost-ad: I Biswajit Das, S/o late Purna Chandra Das, At/Po-Duburi, P.S-Kalinganagar, Dist.-Jajpur have lost my R.O.R obtained from Tahasildar Sukinda on the land at Mouza-Baliapal, Khata no-223, Plot No-965/968, for 1.414 dec has been lost somewhere on 20.05.17. If found please contact No: 9437606255. D-57391 [190, 1032, 366, 1221]
masthead-date: ଶୁକ୍ରବାର, ୯ ଜୁନ [120, 40, 258, 64]
obituary-2-name: ସ୍ୱର୍ଗତ ଅଭିମନ୍ୟୁ ବଳ [399, 1929, 541, 1948]
